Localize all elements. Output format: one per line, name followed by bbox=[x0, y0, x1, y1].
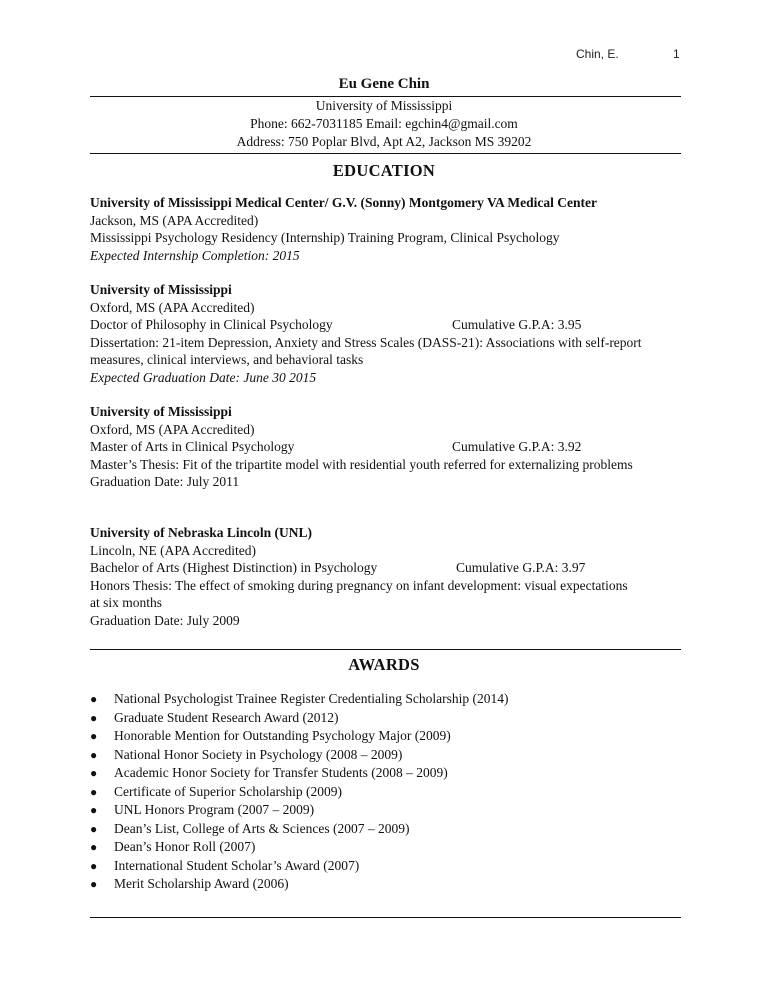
list-item: ● Honorable Mention for Outstanding Psychology Major (2009) bbox=[90, 727, 508, 746]
education-entry bbox=[90, 281, 690, 387]
gpa: Cumulative G.P.A: 3.92 bbox=[452, 439, 582, 455]
list-item: ● Dean’s List, College of Arts & Sciences (2007 – 2009) bbox=[90, 820, 508, 839]
running-header-name: Chin, E. bbox=[576, 47, 619, 61]
location: Oxford, MS (APA Accredited) bbox=[90, 299, 255, 315]
list-item: ● National Psychologist Trainee Register Credentialing Scholarship (2014) bbox=[90, 690, 508, 709]
honors-thesis: Honors Thesis: The effect of smoking during pregnancy on infant development: visual expectations at six months bbox=[90, 577, 628, 611]
bullet-icon: ● bbox=[90, 840, 98, 854]
degree: Master of Arts in Clinical Psychology bbox=[90, 439, 295, 455]
bullet-icon: ● bbox=[90, 710, 98, 725]
list-item: ● UNL Honors Program (2007 – 2009) bbox=[90, 801, 508, 820]
graduation-note: Expected Graduation Date: June 30 2015 bbox=[90, 369, 317, 385]
graduation-date: Graduation Date: July 2009 bbox=[90, 612, 240, 628]
contact-phone-email: Phone: 662-7031185 Email: egchin4@gmail.com bbox=[250, 116, 518, 131]
bullet-icon: ● bbox=[90, 877, 98, 891]
institution: University of Mississippi bbox=[90, 282, 232, 297]
list-item: ● Certificate of Superior Scholarship (2009) bbox=[90, 783, 508, 802]
awards-heading: AWARDS bbox=[348, 655, 420, 674]
bullet-icon: ● bbox=[90, 747, 98, 762]
degree: Doctor of Philosophy in Clinical Psychology bbox=[90, 317, 333, 333]
location: Jackson, MS (APA Accredited) bbox=[90, 212, 259, 228]
gpa: Cumulative G.P.A: 3.95 bbox=[452, 317, 582, 333]
thesis: Master’s Thesis: Fit of the tripartite model with residential youth referred for externalizing problems bbox=[90, 456, 633, 472]
institution: University of Nebraska Lincoln (UNL) bbox=[90, 525, 312, 540]
degree-row bbox=[90, 438, 690, 456]
degree-row bbox=[90, 559, 690, 577]
divider bbox=[90, 96, 681, 97]
awards-list bbox=[90, 690, 508, 894]
bullet-icon: ● bbox=[90, 821, 98, 836]
location: Lincoln, NE (APA Accredited) bbox=[90, 542, 256, 558]
dissertation: Dissertation: 21-item Depression, Anxiety and Stress Scales (DASS-21): Associations with self-report measures, clinical interviews, and behavioral tasks bbox=[90, 334, 642, 368]
list-item: ● Dean’s Honor Roll (2007) bbox=[90, 838, 508, 857]
bullet-icon: ● bbox=[90, 858, 98, 873]
gpa: Cumulative G.P.A: 3.97 bbox=[456, 560, 586, 576]
list-item: ● Merit Scholarship Award (2006) bbox=[90, 875, 508, 894]
education-heading: EDUCATION bbox=[332, 161, 436, 180]
completion-note: Expected Internship Completion: 2015 bbox=[90, 247, 300, 263]
bullet-icon: ● bbox=[90, 803, 98, 817]
bullet-icon: ● bbox=[90, 692, 98, 706]
divider bbox=[90, 917, 681, 918]
degree-row bbox=[90, 316, 690, 334]
list-item: ● Graduate Student Research Award (2012) bbox=[90, 709, 508, 728]
institution: University of Mississippi bbox=[90, 404, 232, 419]
divider bbox=[90, 153, 681, 154]
education-entry bbox=[90, 524, 690, 630]
program: Mississippi Psychology Residency (Internship) Training Program, Clinical Psychology bbox=[90, 230, 560, 246]
divider bbox=[90, 649, 681, 650]
bullet-icon: ● bbox=[90, 766, 98, 780]
contact-address: Address: 750 Poplar Blvd, Apt A2, Jackson MS 39202 bbox=[236, 134, 532, 149]
institution: University of Mississippi Medical Center/ G.V. (Sonny) Montgomery VA Medical Center bbox=[90, 195, 597, 210]
location: Oxford, MS (APA Accredited) bbox=[90, 421, 255, 437]
education-entry bbox=[90, 194, 690, 264]
bullet-icon: ● bbox=[90, 729, 98, 743]
list-item: ● International Student Scholar’s Award (2007) bbox=[90, 857, 508, 876]
graduation-date: Graduation Date: July 2011 bbox=[90, 474, 240, 490]
bullet-icon: ● bbox=[90, 784, 98, 799]
degree: Bachelor of Arts (Highest Distinction) in Psychology bbox=[90, 560, 378, 576]
page-number: 1 bbox=[673, 47, 680, 61]
contact-university: University of Mississippi bbox=[315, 98, 453, 113]
candidate-name: Eu Gene Chin bbox=[338, 76, 430, 92]
list-item: ● Academic Honor Society for Transfer Students (2008 – 2009) bbox=[90, 764, 508, 783]
list-item: ● National Honor Society in Psychology (2008 – 2009) bbox=[90, 746, 508, 765]
education-entry bbox=[90, 403, 690, 491]
